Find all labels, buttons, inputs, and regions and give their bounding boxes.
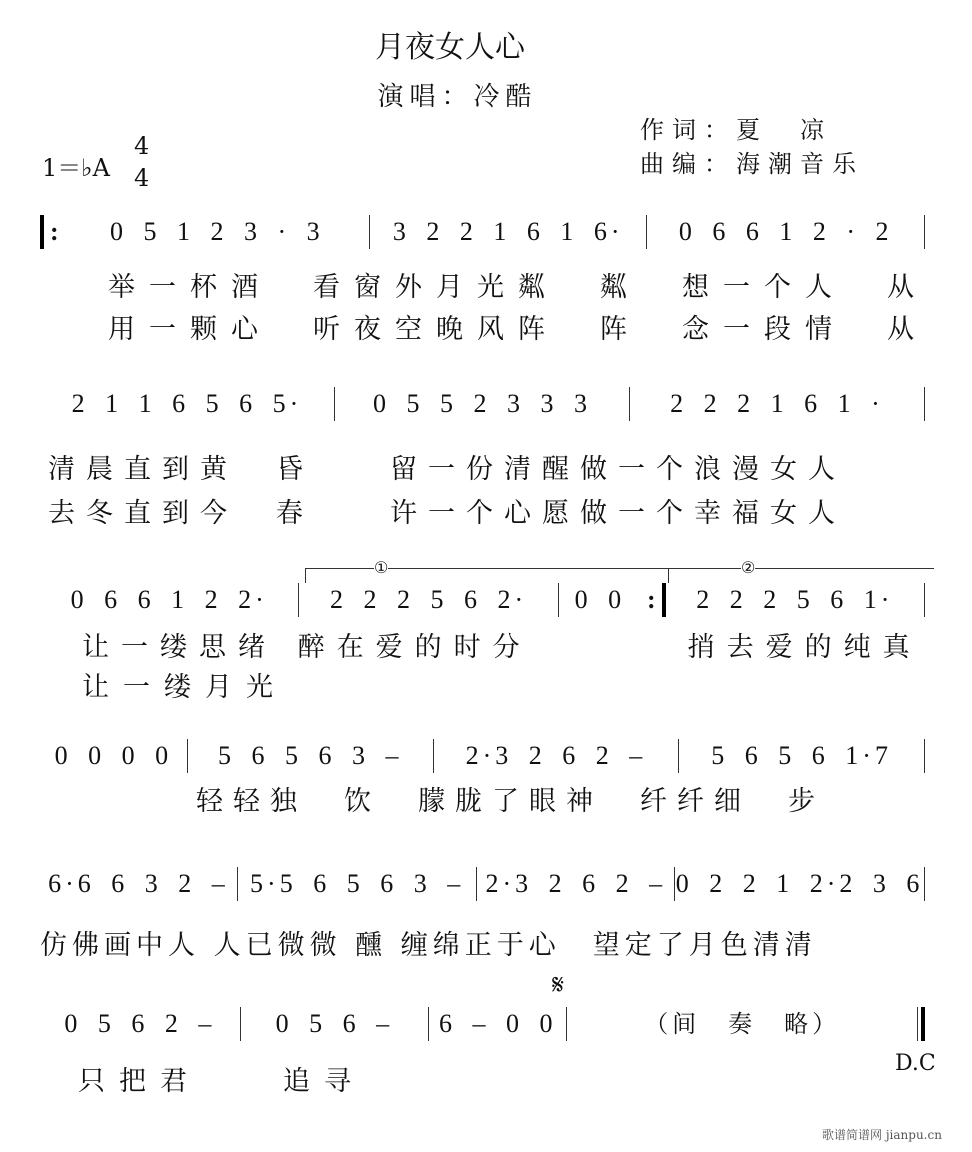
lyrics: 仿佛画中人 人已微微 醺 缠绵正于心 望定了月色清清 (40, 930, 817, 961)
measure: 2·3 2 6 2 – (485, 869, 667, 898)
lyrics: 只把君 追寻 (78, 1066, 365, 1097)
da-capo-mark: D.C (895, 1051, 936, 1076)
staff-row-5 (40, 864, 925, 904)
song-title: 月夜女人心 (375, 30, 525, 65)
measure: 3 2 2 1 6 1 6· (392, 217, 624, 246)
repeat-start-bar (40, 215, 44, 249)
measure: 0 5 6 2 – (64, 1009, 216, 1038)
volta-1: ① (305, 568, 671, 583)
measure: 0 6 6 1 2 · 2 (678, 217, 893, 246)
time-signature-bottom: 4 (134, 164, 150, 192)
repeat-dots: : (50, 217, 59, 246)
measure: 5 6 5 6 1·7 (711, 741, 892, 770)
lyrics-verse-2: 用一颗心 听夜空晚风阵 阵 念一段情 从 (108, 314, 928, 345)
volta-2: ② (668, 568, 934, 583)
lyrics-verse-2: 去冬直到今 春 许一个心愿做一个幸福女人 (48, 498, 846, 529)
interlude-note: （间 奏 略） (644, 1010, 841, 1038)
measure: 2 2 2 5 6 1· (696, 585, 894, 614)
bar-line (924, 215, 925, 249)
staff-row-1 (40, 212, 925, 252)
final-bar (921, 1007, 925, 1041)
lyrics-verse-2: 让一缕月光 (82, 672, 287, 703)
bar-line (924, 867, 925, 901)
measure: 5 6 5 6 3 – (217, 741, 403, 770)
composer: 曲编：海潮音乐 (640, 150, 864, 178)
measure: 6 – 0 0 (438, 1009, 557, 1038)
lyrics-verse-1: 清晨直到黄 昏 留一份清醒做一个浪漫女人 (48, 454, 846, 485)
measure: 2 2 2 1 6 1 · (670, 389, 884, 418)
singer: 演唱：冷酷 (377, 82, 538, 112)
measure: 0 5 6 – (275, 1009, 394, 1038)
measure: 0 0 0 0 (54, 741, 173, 770)
measure: 2 2 2 5 6 2· (329, 585, 528, 614)
measure: 0 2 2 1 2·2 3 6 (675, 869, 924, 898)
watermark: 歌谱简谱网 jianpu.cn (822, 1128, 942, 1142)
segno-icon: 𝄋 (552, 968, 565, 1001)
lyricist: 作词：夏 凉 (640, 116, 832, 144)
measure: 6·6 6 3 2 – (48, 869, 229, 898)
measure: 0 5 1 2 3 · 3 (109, 217, 324, 246)
measure: 0 6 6 1 2 2· (70, 585, 268, 614)
lyrics-verse-1: 举一杯酒 看窗外月光粼 粼 想一个人 从 (108, 272, 928, 303)
staff-row-6 (40, 1004, 925, 1044)
lyrics: 轻轻独 饮 朦胧了眼神 纤纤细 步 (196, 786, 825, 817)
bar-line (924, 387, 925, 421)
bar-line (924, 583, 925, 617)
staff-row-3 (40, 580, 925, 620)
measure: 2 1 1 6 5 6 5· (71, 389, 303, 418)
measure: 5·5 6 5 6 3 – (250, 869, 465, 898)
measure: 0 5 5 2 3 3 3 (373, 389, 591, 418)
measure: 2·3 2 6 2 – (465, 741, 647, 770)
repeat-dots: : (646, 585, 656, 614)
bar-line (917, 1007, 918, 1041)
lyrics-verse-1: 让一缕思绪 醉在爱的时分 捎去爱的纯真 (82, 632, 922, 663)
staff-row-4 (40, 736, 925, 776)
key-signature: 1＝♭A (42, 154, 110, 182)
bar-line (924, 739, 925, 773)
time-signature-top: 4 (134, 132, 150, 160)
measure: 0 0 (574, 585, 626, 614)
staff-row-2 (40, 384, 925, 424)
